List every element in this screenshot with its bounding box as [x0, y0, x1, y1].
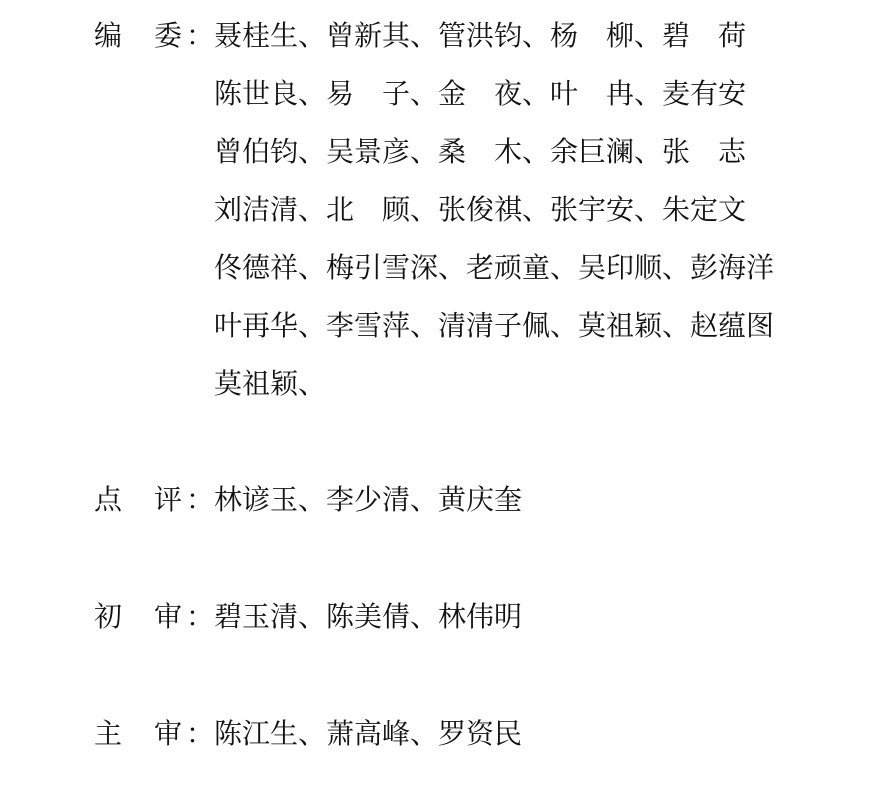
editorial-board-label — [94, 7, 214, 65]
first-review-colon: ： — [186, 600, 215, 633]
chief-review-names — [214, 705, 522, 763]
commentary-label-char-1: 点 — [94, 483, 123, 516]
editorial-board-line: 刘洁清、北 顾、张俊祺、张宇安、朱定文 — [214, 193, 747, 226]
chief-review-line: 陈江生、萧高峰、罗资民 — [214, 717, 523, 750]
editorial-board-label-char-2: 委 — [154, 19, 183, 52]
editorial-board-label-char-1: 编 — [94, 19, 123, 52]
chief-review-colon: ： — [186, 717, 215, 750]
editorial-board-colon: ： — [186, 19, 215, 52]
commentary-names — [214, 471, 522, 529]
commentary-colon: ： — [186, 483, 215, 516]
editorial-board-line: 佟德祥、梅引雪深、老顽童、吴印顺、彭海洋 — [214, 251, 775, 284]
editorial-board-line: 曾伯钧、吴景彦、桑 木、余巨澜、张 志 — [214, 135, 747, 168]
first-review-label-char-2: 审 — [154, 600, 183, 633]
editorial-board-names — [214, 7, 774, 413]
first-review-names — [214, 588, 522, 646]
first-review-label — [94, 588, 214, 646]
editorial-board-line: 陈世良、易 子、金 夜、叶 冉、麦有安 — [214, 77, 747, 110]
first-review-label-char-1: 初 — [94, 600, 123, 633]
commentary-label — [94, 471, 214, 529]
chief-review-label-char-1: 主 — [94, 717, 123, 750]
editorial-board-line: 聂桂生、曾新其、管洪钧、杨 柳、碧 荷 — [214, 19, 747, 52]
editorial-board-line: 莫祖颖、 — [214, 367, 327, 400]
chief-review-label — [94, 705, 214, 763]
first-review-line: 碧玉清、陈美倩、林伟明 — [214, 600, 523, 633]
editorial-board-line: 叶再华、李雪萍、清清子佩、莫祖颖、赵蕴图 — [214, 309, 775, 342]
chief-review-label-char-2: 审 — [154, 717, 183, 750]
commentary-label-char-2: 评 — [154, 483, 183, 516]
commentary-line: 林谚玉、李少清、黄庆奎 — [214, 483, 523, 516]
